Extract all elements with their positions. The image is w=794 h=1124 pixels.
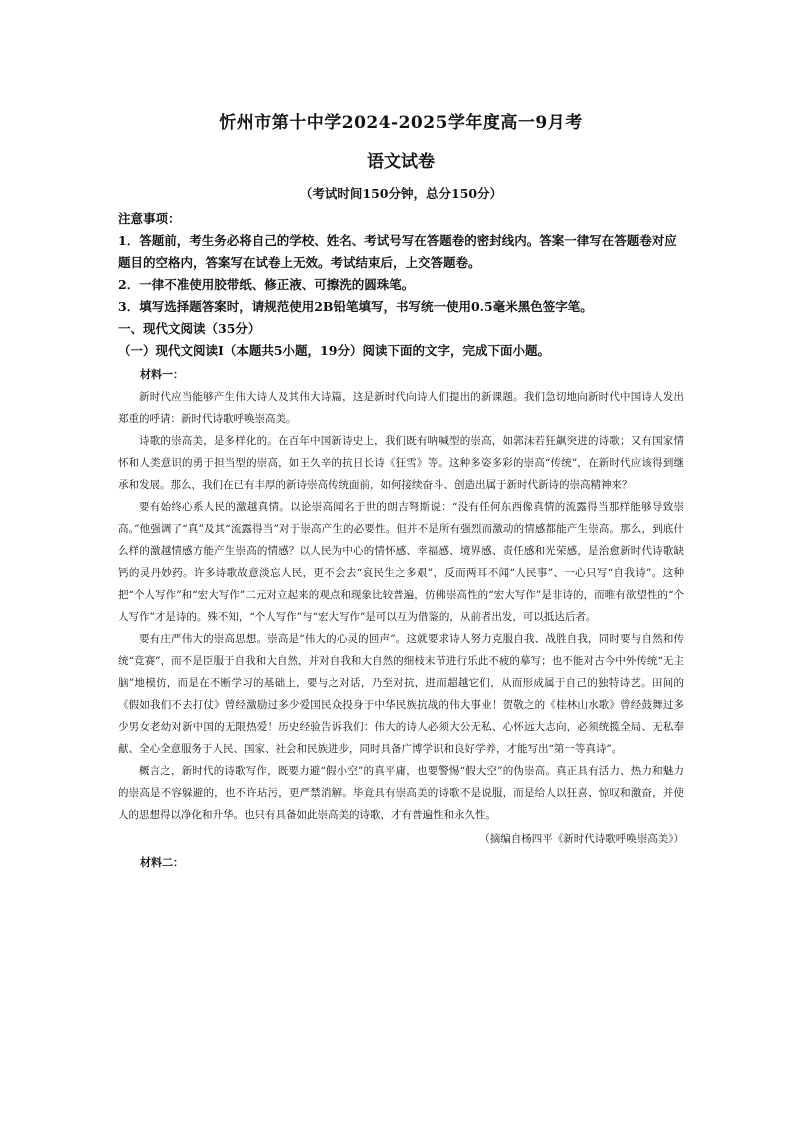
- material-one-label: 材料一：: [140, 368, 184, 381]
- exam-subtitle: 语文试卷: [367, 152, 435, 172]
- notes-heading: 注意事项：: [118, 211, 181, 226]
- note-item-1: 1．答题前，考生务必将自己的学校、姓名、考试号写在答题卷的密封线内。答案一律写在答题卷对应题目的空格内，答案写在试卷上无效。考试结束后，上交答题卷。: [118, 233, 677, 270]
- material-two: [118, 852, 684, 874]
- material-one-source: （摘编自杨四平《新时代诗歌呼唤崇高美》）: [479, 833, 684, 845]
- note-item-3: 3．填写选择题答案时，请规范使用2B铅笔填写，书写统一使用0.5毫米黑色签字笔。: [118, 299, 593, 314]
- page-content: [118, 108, 684, 874]
- material-one-paragraph-1: 新时代应当能够产生伟大诗人及其伟大诗篇，这是新时代向诗人们提出的新课题。我们急切地向新时代中国诗人发出郑重的呼请：新时代诗歌呼唤崇高美。: [118, 391, 684, 425]
- material-two-label: 材料二：: [140, 856, 184, 869]
- material-one-paragraph-2: 诗歌的崇高美，是多样化的。在百年中国新诗史上，我们既有呐喊型的崇高，如郭沫若狂飙突进的诗歌；又有国家情怀和人类意识的勇于担当型的崇高，如王久辛的抗日长诗《狂雪》等。这种多姿多彩的崇高“传统”，在新时代应该得到继承和发展。那么，我们在已有丰厚的新诗崇高传统面前，如何接续奋斗、创造出属于新时代新诗的崇高精神来？: [118, 435, 684, 491]
- exam-title: 忻州市第十中学2024-2025学年度高一9月考: [219, 113, 583, 133]
- material-one-paragraph-5: 概言之，新时代的诗歌写作，既要力避“假小空”的真平庸，也要警惕“假大空”的伪崇高。真正具有活力、热力和魅力的崇高是不容躲避的，也不许玷污，更严禁消解。毕竟具有崇高美的诗歌不是说服，而是给人以狂喜、惊叹和激奋，并使人的思想得以净化和升华。也只有具备如此崇高美的诗歌，才有普遍性和永久性。: [118, 765, 684, 821]
- note-item-2: 2．一律不准使用胶带纸、修正液、可擦洗的圆珠笔。: [118, 277, 415, 292]
- exam-info: （考试时间150分钟，总分150分）: [299, 186, 503, 201]
- material-one-paragraph-4: 要有庄严伟大的崇高思想。崇高是“伟大的心灵的回声”。这就要求诗人努力克服自我、战胜自我，同时要与自然和传统“竞赛”，而不是臣服于自我和大自然，并对自我和大自然的细枝末节进行乐此不疲的摹写；也不能对古今中外传统“无主脑”地模仿，而是在不断学习的基础上，要与之对话，乃至对抗，进而超越它们，从而形成属于自己的独特诗艺。田间的《假如我们不去打仗》曾经激励过多少爱国民众投身于中华民族抗战的伟大事业！贺敬之的《桂林山水歌》曾经鼓舞过多少男女老幼对新中国的无限热爱！历史经验告诉我们：伟大的诗人必须大公无私、心怀远大志向，必须统揽全局、无私奉献、全心全意服务于人民、国家、社会和民族进步，同时具备广博学识和良好学养，才能写出“第一等真诗”。: [118, 633, 684, 755]
- material-one-paragraph-3: 要有始终心系人民的激越真情。以论崇高闻名于世的朗吉弩斯说：“没有任何东西像真情的流露得当那样能够导致崇高。”他强调了“真”及其“流露得当”对于崇高产生的必要性。但并不是所有强烈而激动的情感都能产生崇高。那么，到底什么样的激越情感方能产生崇高的情感？以人民为中心的情怀感、幸福感、境界感、责任感和光荣感，是治愈新时代诗歌缺钙的灵丹妙药。许多诗歌故意淡忘人民，更不会去“哀民生之多艰”，反而两耳不闻“人民事”、一心只写“自我诗”。这种把“个人写作”和“宏大写作”二元对立起来的观点和现象比较普遍，仿佛崇高性的“宏大写作”是非诗的，而唯有欲望性的“个人写作”才是诗的。殊不知，“个人写作”与“宏大写作”是可以互为借鉴的，从前者出发，可以抵达后者。: [118, 501, 684, 623]
- section-subheading: （一）现代文阅读Ⅰ（本题共5小题，19分）阅读下面的文字，完成下面小题。: [118, 343, 550, 358]
- material-one: [118, 364, 684, 850]
- section-heading: 一、现代文阅读（35分）: [118, 321, 261, 336]
- notes-section: [118, 208, 684, 318]
